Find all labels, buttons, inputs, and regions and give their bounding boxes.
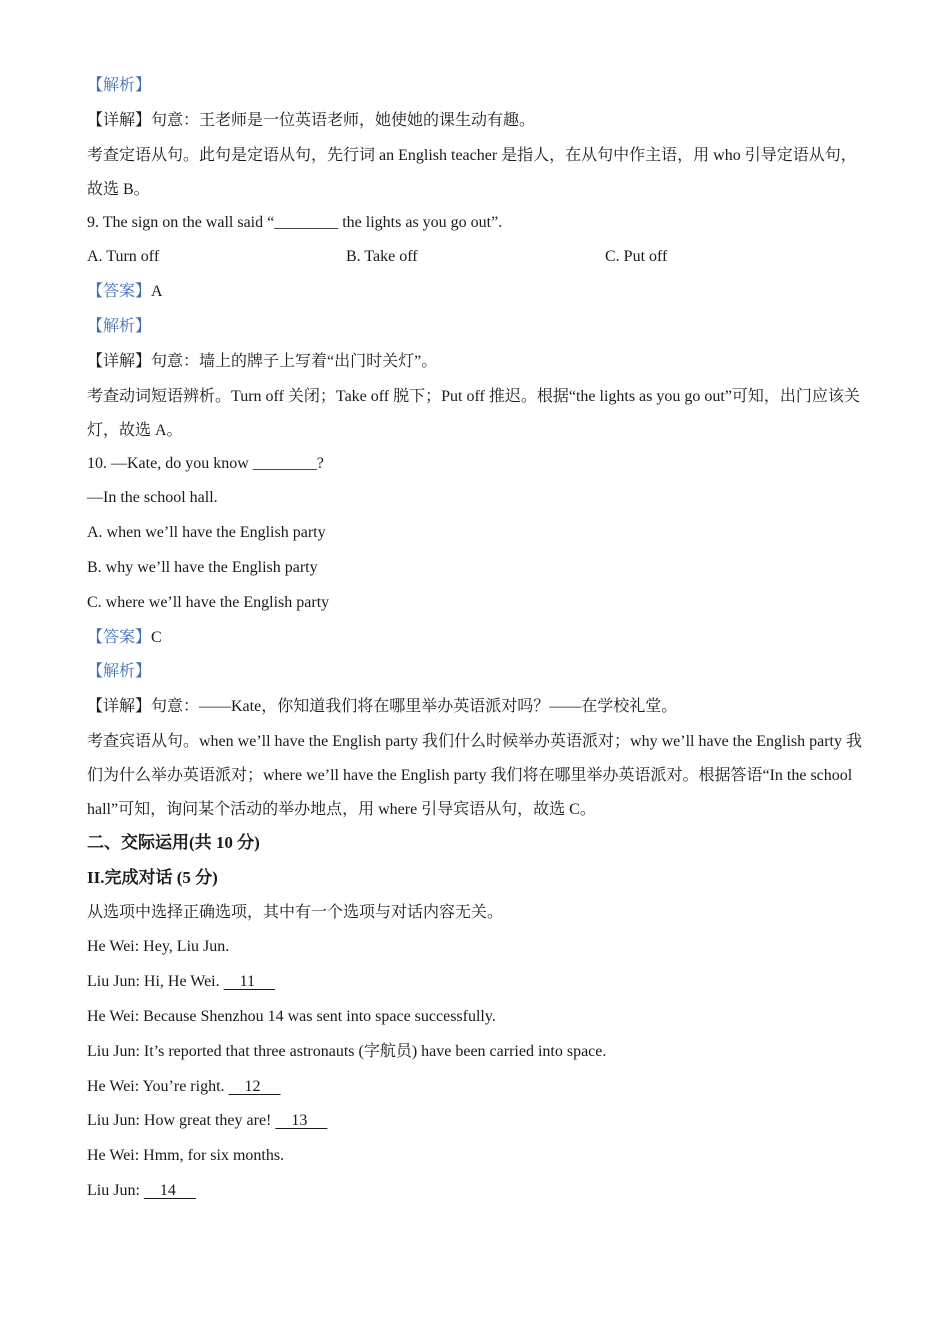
dialogue-text: He Wei: Hey, Liu Jun. (87, 938, 230, 956)
document-page (87, 74, 867, 1214)
dialogue-text: He Wei: You’re right. (87, 1077, 229, 1095)
dialogue-line (87, 1040, 867, 1064)
q10-answer-value: C (151, 628, 162, 646)
q10-option-b: B. why we’ll have the English party (87, 558, 318, 576)
q9-question: 9. The sign on the wall said “________ the lights as you go out”. (87, 213, 503, 231)
dialogue-line (87, 1179, 867, 1203)
q8-explanation: 考查定语从句。此句是定语从句，先行词 an English teacher 是指人，在从句中作主语，用 who 引导定语从句，故选 B。 (87, 146, 857, 198)
dialogue-line (87, 935, 867, 959)
dialogue-text: He Wei: Because Shenzhou 14 was sent into space successfully. (87, 1007, 496, 1025)
dialogue-blank-12: 12 (228, 1077, 281, 1095)
q10-option-c: C. where we’ll have the English party (87, 593, 330, 611)
q10-reply: —In the school hall. (87, 489, 218, 507)
q8-detail: 【详解】句意：王老师是一位英语老师，她使她的课生动有趣。 (87, 111, 536, 129)
dialogue-blank-13: 13 (275, 1112, 328, 1130)
dialogue-line (87, 970, 867, 994)
dialogue-text: Liu Jun: Hi, He Wei. (87, 973, 224, 991)
q9-analysis-label: 【解析】 (87, 317, 152, 335)
q10-answer-label: 【答案】 (87, 628, 152, 646)
dialogue-line (87, 1005, 867, 1029)
dialogue-line (87, 1144, 867, 1168)
dialogue-line (87, 1075, 867, 1099)
q8-analysis-label: 【解析】 (87, 77, 152, 94)
dialogue-text: Liu Jun: (87, 1181, 144, 1199)
dialogue-blank-14: 14 (143, 1181, 196, 1199)
q9-answer (87, 280, 867, 304)
section-subtitle: II.完成对话 (5 分) (87, 867, 218, 887)
section-title: 二、交际运用(共 10 分) (87, 832, 260, 852)
q9-detail: 【详解】句意：墙上的牌子上写着“出门时关灯”。 (87, 352, 438, 370)
dialogue-text: Liu Jun: It’s reported that three astronauts (字航员) have been carried into space. (87, 1042, 607, 1060)
section-instruction: 从选项中选择正确选项，其中有一个选项与对话内容无关。 (87, 903, 504, 921)
q10-option-a: A. when we’ll have the English party (87, 524, 326, 542)
q10-analysis-label: 【解析】 (87, 663, 152, 681)
q9-answer-value: A (151, 283, 163, 301)
q10-question: 10. —Kate, do you know ________? (87, 454, 324, 472)
q9-options (87, 245, 867, 269)
q9-option-c: C. Put off (605, 248, 668, 266)
dialogue-blank-11: 11 (223, 973, 276, 991)
dialogue-text: He Wei: Hmm, for six months. (87, 1147, 285, 1165)
q9-option-a: A. Turn off (87, 248, 160, 266)
q9-option-b: B. Take off (346, 248, 418, 266)
q10-detail: 【详解】句意：——Kate，你知道我们将在哪里举办英语派对吗？——在学校礼堂。 (87, 698, 678, 716)
q10-explanation: 考查宾语从句。when we’ll have the English party 我们什么时候举办英语派对；why we’ll have the English party 我们为什么举办英语派对；where we’ll have the English party 我们将在哪里举办英语派对。根据答语“In the school hall”可知，询问某个活动的举办地点，用 where 引导宾语从句，故选 C。 (87, 732, 862, 818)
q9-explanation: 考查动词短语辨析。Turn off 关闭；Take off 脱下；Put off 推迟。根据“the lights as you go out”可知，出门应该关灯，故选 A。 (87, 387, 860, 439)
q10-answer (87, 626, 867, 650)
q9-answer-label: 【答案】 (87, 283, 152, 301)
dialogue-text: Liu Jun: How great they are! (87, 1112, 276, 1130)
dialogue-line (87, 1109, 867, 1133)
